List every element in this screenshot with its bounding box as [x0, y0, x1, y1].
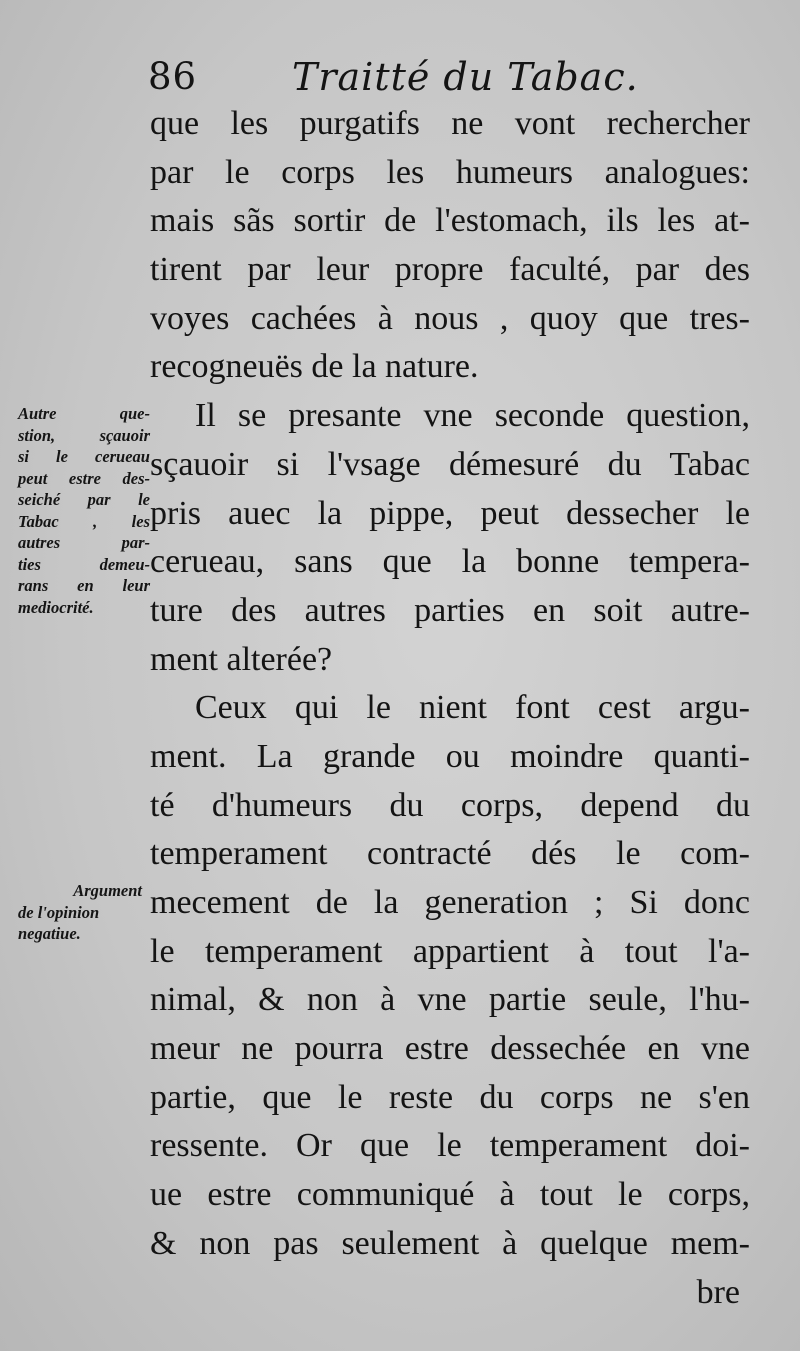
margin-note-line: de l'opinion	[18, 902, 100, 922]
text-line: Ceux qui le nient font cest argu-	[195, 689, 750, 727]
margin-note-line: ties demeu-	[18, 554, 150, 574]
body-text	[150, 100, 750, 1317]
text-line: ture des autres parties en soit autre-	[150, 591, 750, 629]
text-line: sçauoir si l'vsage démesuré du Tabac	[150, 445, 750, 483]
text-line: voyes cachées à nous , quoy que tres-	[150, 299, 750, 337]
text-line: mais sãs sortir de l'estomach, ils les at-	[150, 202, 750, 240]
text-line: que les purgatifs ne vont rechercher	[150, 105, 750, 142]
running-title: Traitté du Tabac.	[292, 55, 639, 99]
text-line: mecement de la generation ; Si donc	[150, 884, 750, 921]
text-line: le temperament appartient à tout l'a-	[150, 932, 750, 970]
text-line: ue estre communiqué à tout le corps,	[150, 1176, 750, 1214]
margin-note-line: mediocrité.	[18, 597, 94, 617]
text-line: temperament contracté dés le com-	[150, 835, 750, 873]
text-line: Il se presante vne seconde question,	[195, 397, 750, 435]
margin-note-line: autres par-	[18, 533, 150, 552]
text-line: té d'humeurs du corps, depend du	[150, 786, 750, 824]
text-line: ment alterée?	[150, 640, 333, 678]
text-line: ment. La grande ou moindre quanti-	[150, 737, 750, 775]
text-line: pris auec la pippe, peut dessecher le	[150, 494, 750, 532]
text-line: & non pas seulement à quelque mem-	[150, 1224, 750, 1262]
margin-note-line: Argument	[73, 881, 142, 900]
text-line: par le corps les humeurs analogues:	[150, 153, 750, 191]
text-line: tirent par leur propre faculté, par des	[150, 251, 750, 289]
margin-note-question	[18, 403, 150, 618]
text-line: recogneuës de la nature.	[150, 348, 479, 386]
margin-note-line: peut estre des-	[18, 468, 150, 488]
margin-note-line: Autre que-	[18, 404, 150, 423]
margin-note-line: stion, sçauoir	[18, 425, 150, 445]
text-line: meur ne pourra estre dessechée en vne	[150, 1030, 750, 1068]
margin-note-line: seiché par le	[18, 490, 150, 509]
text-line: cerueau, sans que la bonne tempera-	[150, 543, 750, 581]
margin-note-line: si le cerueau	[18, 447, 150, 466]
margin-note-line: Tabac , les	[18, 511, 150, 531]
text-line: ressente. Or que le temperament doi-	[150, 1127, 750, 1165]
margin-note-line: negatiue.	[18, 924, 81, 943]
page-number: 86	[148, 55, 198, 98]
margin-note-line: rans en leur	[18, 576, 150, 595]
margin-note-argument	[18, 880, 142, 945]
text-line: partie, que le reste du corps ne s'en	[150, 1078, 750, 1116]
text-line: nimal, & non à vne partie seule, l'hu-	[150, 981, 750, 1019]
page-header	[146, 52, 706, 102]
catchword: bre	[696, 1273, 740, 1311]
